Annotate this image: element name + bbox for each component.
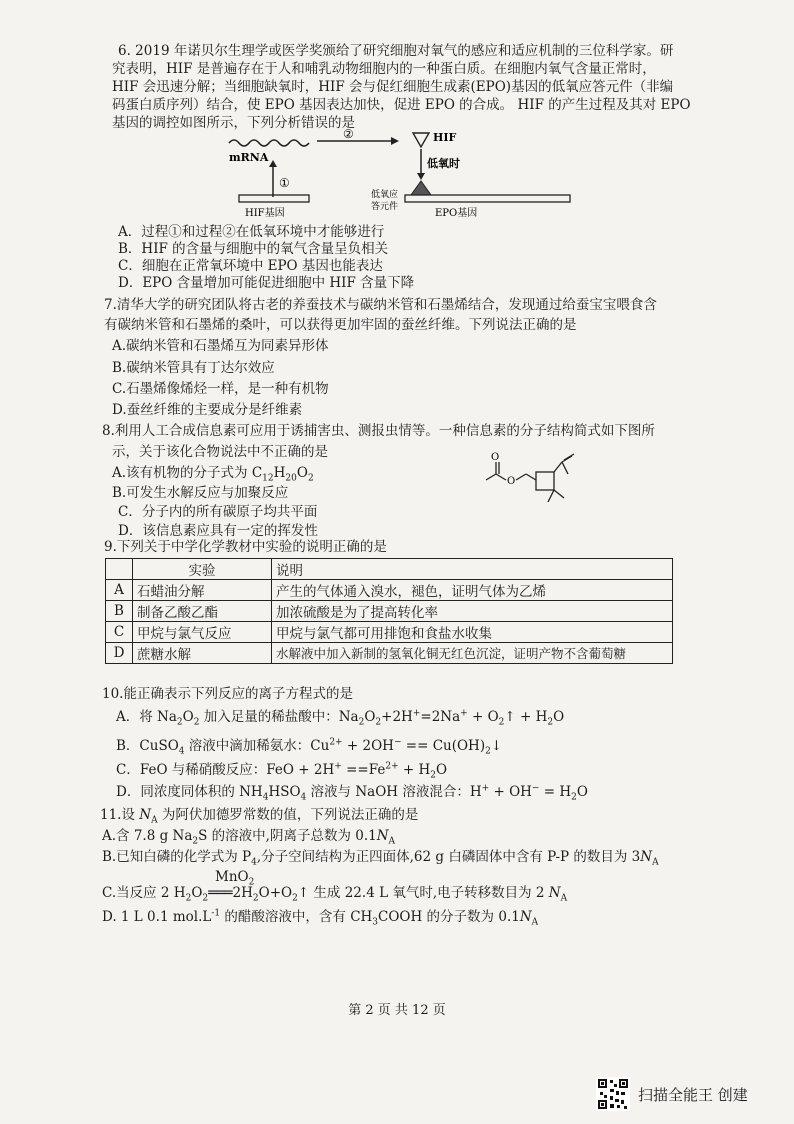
table-row — [106, 622, 673, 643]
table-cell: 石蜡油分解 — [133, 580, 272, 601]
q11-option-a: A.含 7.8 g $Na_2S$ 的溶液中,阴离子总数为 $0.1N_A$ — [102, 828, 396, 847]
q8-option-d: D．该信息素应具有一定的挥发性 — [118, 523, 318, 539]
hre-element — [411, 181, 431, 195]
table-cell: D — [106, 643, 133, 664]
q6-option-c: C．细胞在正常氧环境中 EPO 基因也能表达 — [118, 258, 383, 274]
table-cell: A — [106, 580, 133, 601]
table-header-cell: 说明 — [272, 559, 673, 580]
page-number: 第 2 页 共 12 页 — [348, 1003, 446, 1018]
epo-gene-label: EPO基因 — [435, 208, 478, 219]
table-cell: B — [106, 601, 133, 622]
table-cell: 制备乙酸乙酯 — [133, 601, 272, 622]
table-header-cell — [106, 559, 133, 580]
pheromone-structure — [478, 450, 588, 520]
q6-stem-line: HIF 会迅速分解；当细胞缺氧时，HIF 会与促红细胞生成素(EPO)基因的低氧应答元件（非编 — [112, 79, 674, 95]
q6-stem-line: 码蛋白质序列）结合，使 EPO 基因表达加快，促进 EPO 的合成。 HIF 的产生过程及其对 EPO — [112, 97, 691, 113]
q7-option-d: D.蚕丝纤维的主要成分是纤维素 — [112, 402, 303, 418]
ester-oxygen: O — [507, 476, 516, 487]
mrna-label: mRNA — [229, 151, 269, 164]
q8-option-a: A.该有机物的分子式为 $C_{12}H_{20}O_2$ — [112, 465, 314, 484]
watermark-text: 扫描全能王 创建 — [638, 1085, 748, 1104]
q8-stem-line: 8.利用人工合成信息素可应用于诱捕害虫、测报虫情等。一种信息素的分子结构简式如下图所 — [102, 423, 655, 439]
q11-option-d: D. 1 L 0.1 $mol.L^{-1}$ 的醋酸溶液中，含有 $CH_3COOH$ 的分子数为 $0.1N_A$ — [102, 908, 539, 928]
q6-option-d: D．EPO 含量增加可能促进细胞中 HIF 含量下降 — [118, 275, 415, 291]
hif-epo-diagram — [225, 127, 575, 222]
table-cell: C — [106, 622, 133, 643]
step1-label: ① — [279, 176, 290, 190]
q10-stem: 10.能正确表示下列反应的离子方程式的是 — [102, 686, 353, 702]
q6-option-b: B．HIF 的含量与细胞中的氧气含量呈负相关 — [118, 241, 389, 257]
hre-label: 答元件 — [371, 202, 399, 212]
q8-option-c: C．分子内的所有碳原子均共平面 — [118, 504, 318, 520]
q10-option-b: B．CuSO$_4$ 溶液中滴加稀氨水：$Cu^{2+} + 2OH^-$ == $Cu(OH)_2↓$ — [116, 737, 503, 757]
q7-stem-line: 7.清华大学的研究团队将古老的养蚕技术与碳纳米管和石墨烯结合，发现通过给蚕宝宝喂食含 — [104, 297, 657, 313]
table-row — [106, 643, 673, 664]
q6-stem-line: 6. 2019 年诺贝尔生理学或医学奖颁给了研究细胞对氧气的感应和适应机制的三位科学家。研 — [118, 43, 674, 59]
q7-option-b: B.碳纳米管具有丁达尔效应 — [112, 360, 275, 376]
low-oxygen-label: 低氧时 — [427, 157, 460, 170]
q9-stem: 9.下列关于中学化学教材中实验的说明正确的是 — [104, 539, 387, 555]
carbonyl-oxygen: O — [491, 452, 500, 463]
scanner-watermark — [596, 1077, 748, 1111]
hif-gene-bar — [239, 195, 309, 202]
q11-stem: 11.设 $N_A$ 为阿伏加德罗常数的值，下列说法正确的是 — [100, 807, 419, 826]
table-row — [106, 580, 673, 601]
q7-stem-line: 有碳纳米管和石墨烯的桑叶，可以获得更加牢固的蚕丝纤维。下列说法正确的是 — [104, 317, 577, 333]
mrna-strand — [229, 140, 309, 146]
q11-option-b: B.已知白磷的化学式为 $P_4$,分子空间结构为正四面体,62 g 白磷固体中含有 P-P 的数目为 $3N_A$ — [102, 849, 659, 868]
q10-option-a: A．将 $Na_2O_2$ 加入足量的稀盐酸中：$Na_2O_2+2H^+=2Na^+$ + $O_2↑ + H_2O$ — [116, 708, 565, 728]
table-header-row — [106, 559, 673, 580]
table-cell: 甲烷与氯气反应 — [133, 622, 272, 643]
hif-gene-label: HIF基因 — [245, 208, 285, 219]
hif-protein — [413, 133, 429, 147]
q6-stem-line: 基因的调控如图所示，下列分析错误的是 — [112, 115, 355, 131]
q7-option-c: C.石墨烯像烯烃一样，是一种有机物 — [112, 381, 329, 397]
q10-option-d: D．同浓度同体积的 $NH_4HSO_4$ 溶液与 NaOH 溶液混合：$H^+ + OH^- = H_2O$ — [116, 783, 588, 803]
q10-option-c: C．FeO 与稀硝酸反应：FeO + $2H^+ ==Fe^{2+} + H_2O$ — [116, 761, 448, 781]
q8-option-b: B.可发生水解反应与加聚反应 — [112, 485, 289, 501]
q7-option-a: A.碳纳米管和石墨烯互为同素异形体 — [112, 338, 329, 354]
table-cell: 加浓硫酸是为了提高转化率 — [272, 601, 673, 622]
table-cell: 水解液中加入新制的氢氧化铜无红色沉淀，证明产物不含葡萄糖 — [272, 643, 673, 664]
table-cell: 蔗糖水解 — [133, 643, 272, 664]
q11-option-c: C.当反应 2 $H_2O_2═══2H_2O+O_2↑$ 生成 22.4 L 氧气时,电子转移数目为 2 $N_A$ — [102, 885, 568, 904]
q6-stem-line: 究表明，HIF 是普遍存在于人和哺乳动物细胞内的一种蛋白质。在细胞内氧气含量正常时， — [112, 61, 656, 77]
qr-code-icon — [596, 1077, 630, 1111]
step2-label: ② — [343, 127, 354, 141]
hre-label: 低氧应 — [371, 190, 399, 200]
q8-stem-line: 示，关于该化合物说法中不正确的是 — [112, 444, 328, 460]
epo-gene-bar — [405, 195, 570, 202]
hif-label: HIF — [433, 131, 457, 144]
table-header-cell: 实验 — [133, 559, 272, 580]
table-row — [106, 601, 673, 622]
q11-catalyst: MnO$_2$ — [215, 869, 255, 888]
table-cell: 甲烷与氯气都可用排饱和食盐水收集 — [272, 622, 673, 643]
table-cell: 产生的气体通入溴水，褪色，证明气体为乙烯 — [272, 580, 673, 601]
experiment-table — [105, 558, 673, 664]
q6-option-a: A．过程①和过程②在低氧环境中才能够进行 — [118, 224, 385, 240]
